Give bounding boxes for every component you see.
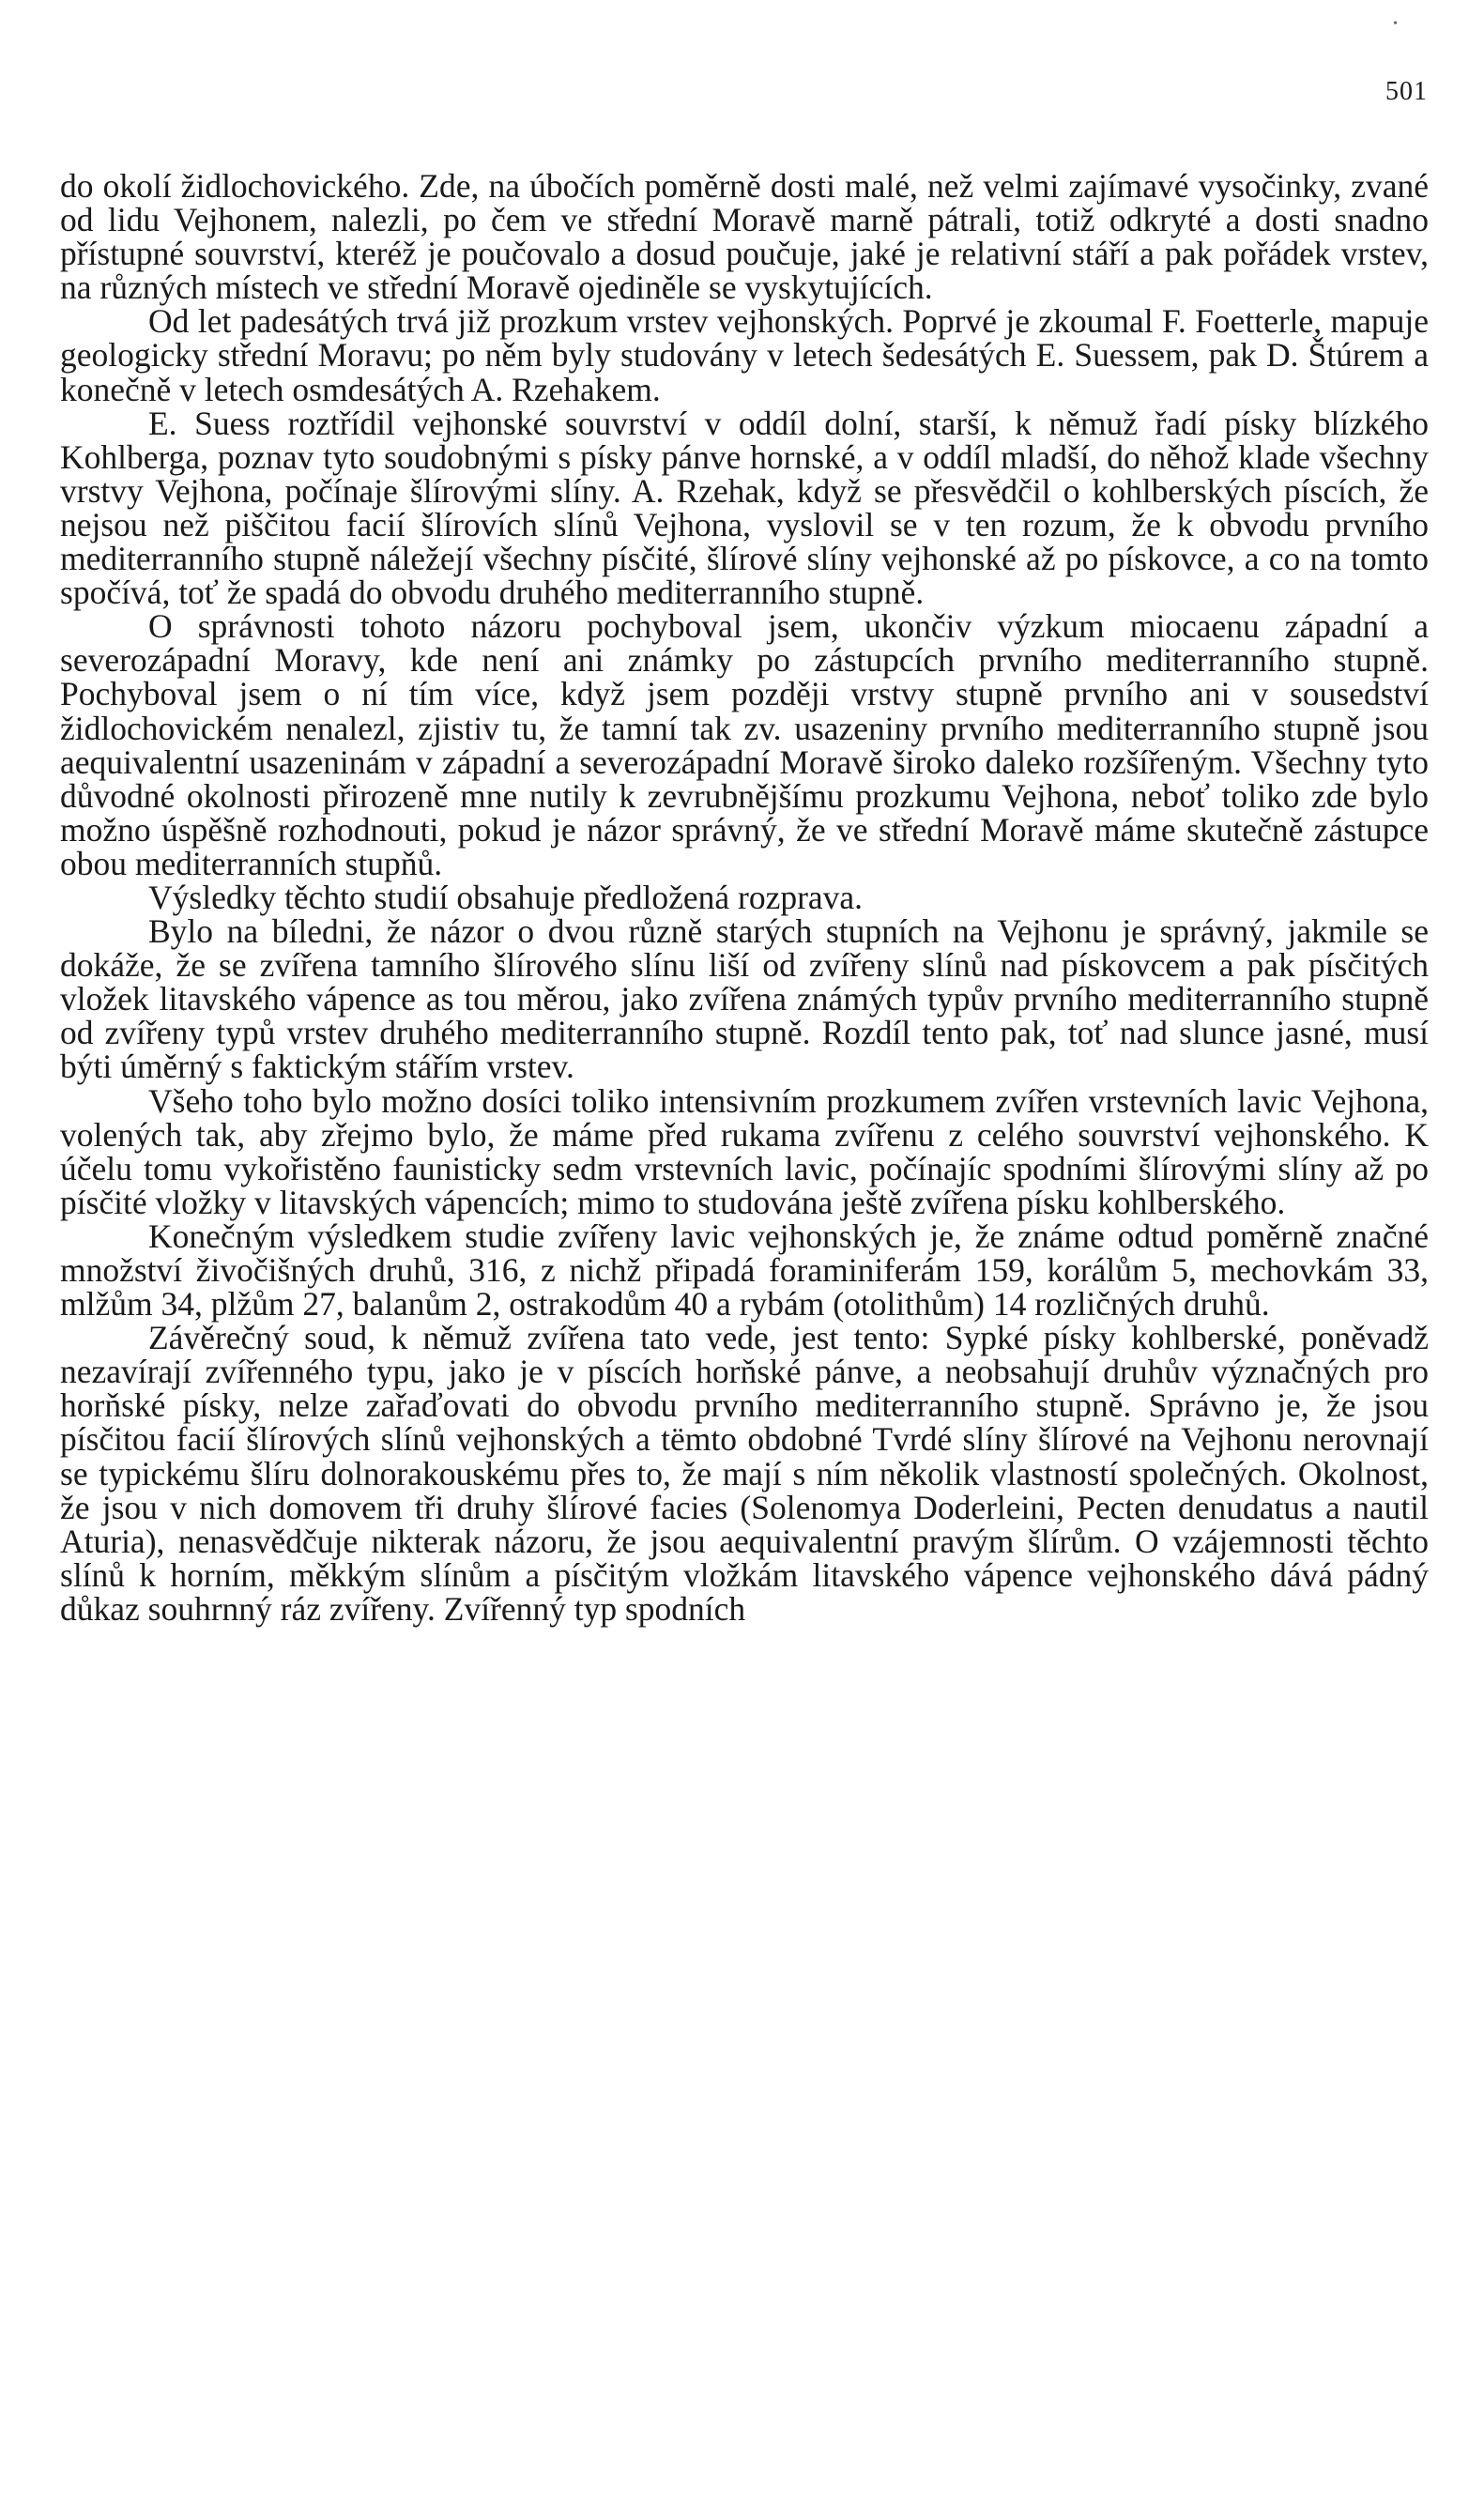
page-number: 501 xyxy=(1385,77,1428,106)
corner-mark: • xyxy=(1393,17,1398,31)
paragraph-3: E. Suess roztřídil vejhonské souvrství v oddíl dolní, starší, k němuž řadí písky blízkého Kohlberga, poznav tyto soudobnými s písky pánve hornské, a v oddíl mladší, do něhož klade všechny vrstvy Vejhona, počínaje šlírovými slíny. A. Rzehak, když se přesvědčil o kohlberských píscích, že nejsou než piščitou facií šlírovích slínů Vejhona, vyslovil se v ten rozum, že k obvodu prvního mediterranního stupně náležejí všechny písčité, šlírové slíny vejhonské až po pískovce, a co na tomto spočívá, toť že spadá do obvodu druhého mediterranního stupně. xyxy=(60,404,1429,612)
paragraph-8: Konečným výsledkem studie zvířeny lavic vejhonských je, že známe odtud poměrně značné množství živočišných druhů, 316, z nichž připadá foraminiferám 159, korálům 5, mechovkám 33, mlžům 34, plžům 27, balanům 2, ostrakodům 40 a rybám (otolithům) 14 rozličných druhů. xyxy=(60,1217,1429,1324)
paragraph-4: O správnosti tohoto názoru pochyboval jsem, ukončiv výzkum miocaenu západní a severozápadní Moravy, kde není ani známky po zástupcích prvního mediterranního stupně. Pochyboval jsem o ní tím více, když jsem později vrstvy stupně prvního ani v sousedství židlochovickém nenalezl, zjistiv tu, že tamní tak zv. usazeniny prvního mediterranního stupně jsou aequivalentní usazeninám v západní a severozápadní Moravě široko daleko rozšířeným. Všechny tyto důvodné okolnosti přirozeně mne nutily k zevrubnějšímu prozkumu Vejhona, neboť toliko zde bylo možno úspěšně rozhodnouti, pokud je názor správný, že ve střední Moravě máme skutečně zástupce obou mediterranních stupňů. xyxy=(60,607,1429,882)
paragraph-5: Výsledky těchto studií obsahuje předložená rozprava. xyxy=(148,878,864,916)
paragraph-1: do okolí židlochovického. Zde, na úbočích poměrně dosti malé, než velmi zajímavé vysočinky, zvané od lidu Vejhonem, nalezli, po čem ve střední Moravě marně pátrali, totiž odkryté a dosti snadno přístupné souvrství, kteréž je poučovalo a dosud poučuje, jaké je relativní stáří a pak pořádek vrstev, na různých místech ve střední Moravě ojediněle se vyskytujících. xyxy=(60,167,1429,307)
paragraph-6: Bylo na bíledni, že názor o dvou různě starých stupních na Vejhonu je správný, jakmile se dokáže, že se zvířena tamního šlírového slínu liší od zvířeny slínů nad pískovcem a pak písčitých vložek litavského vápence as tou měrou, jako zvířena známých typův prvního mediterranního stupně od zvířeny typů vrstev druhého mediterranního stupně. Rozdíl tento pak, toť nad slunce jasné, musí býti úměrný s faktickým stářím vrstev. xyxy=(60,912,1429,1086)
paragraph-2: Od let padesátých trvá již prozkum vrstev vejhonských. Poprvé je zkoumal F. Foetterle, mapuje geologicky střední Moravu; po něm byly studovány v letech šedesátých E. Suessem, pak D. Štúrem a konečně v letech osmdesátých A. Rzehakem. xyxy=(60,302,1429,408)
paragraph-9: Závěrečný soud, k němuž zvířena tato vede, jest tento: Sypké písky kohlberské, poněvadž nezavírají zvířenného typu, jako je v píscích horňské pánve, a neobsahují druhův význačných pro horňské písky, nelze zařaďovati do obvodu prvního mediterranního stupně. Správno je, že jsou písčitou facií šlírových slínů vejhonských a tëmto obdobné Tvrdé slíny šlírové na Vejhonu nerovnají se typickému šlíru dolnorakouskému přes to, že mají s ním několik vlastností společných. Okolnost, že jsou v nich domovem tři druhy šlírové facies (Solenomya Doderleini, Pecten denudatus a nautil Aturia), nenasvědčuje nikterak názoru, že jsou aequivalentní pravým šlírům. O vzájemnosti těchto slínů k horním, měkkým slínům a písčitým vložkám litavského vápence vejhonského dává pádný důkaz souhrnný ráz zvířeny. Zvířenný typ spodních xyxy=(60,1319,1429,1628)
paragraph-7: Všeho toho bylo možno dosíci toliko intensivním prozkumem zvířen vrstevních lavic Vejhona, volených tak, aby zřejmo bylo, že máme před rukama zvířenu z celého souvrství vejhonského. K účelu tomu vykořistěno faunisticky sedm vrstevních lavic, počínajíc spodními šlírovými slíny až po písčité vložky v litavských vápencích; mimo to studována ještě zvířena písku kohlberského. xyxy=(60,1081,1429,1221)
body-text xyxy=(60,169,1429,1626)
